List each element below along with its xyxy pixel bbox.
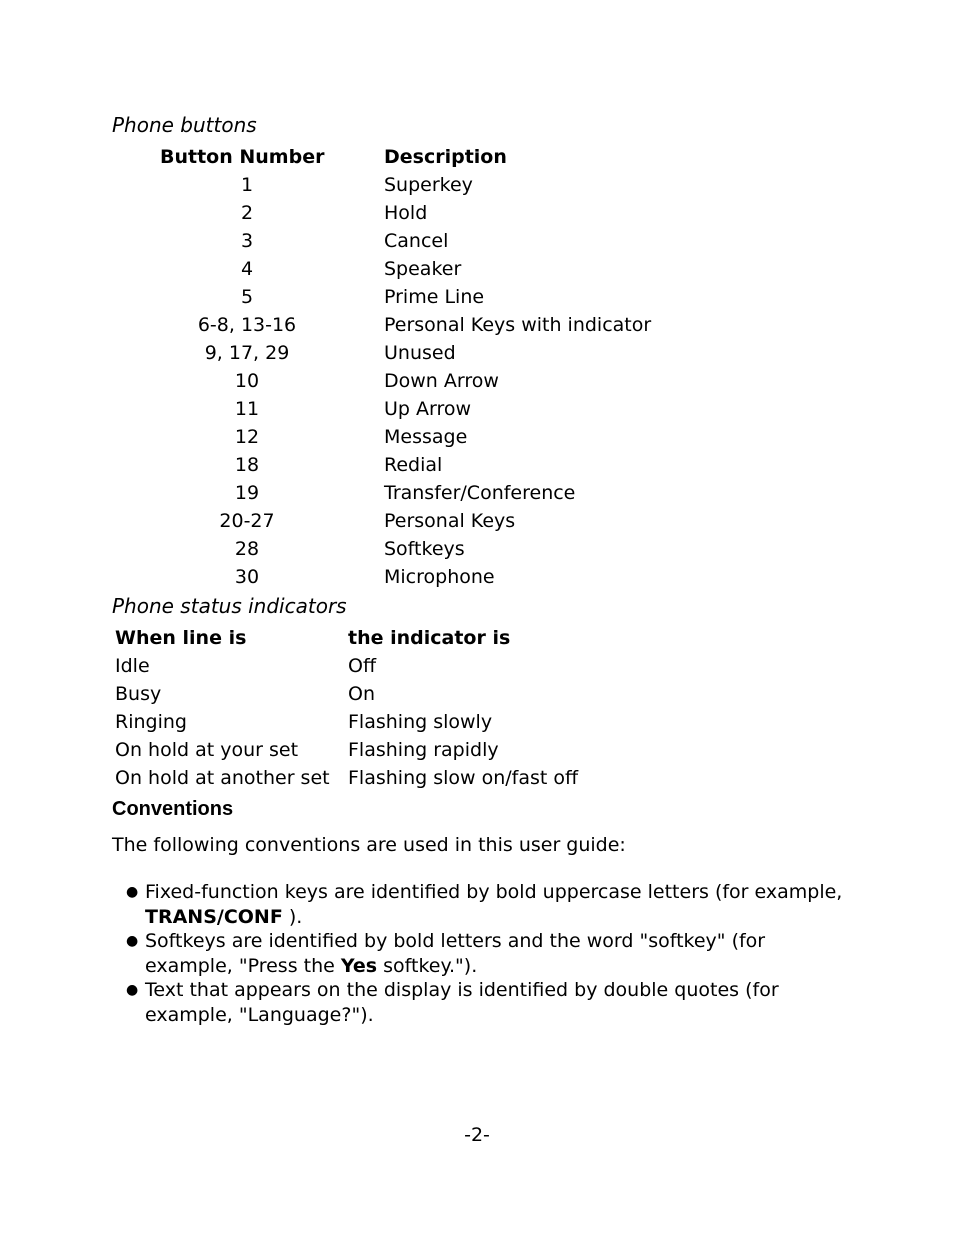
button-number-cell: 2 xyxy=(240,202,254,224)
button-description-cell: Message xyxy=(384,426,468,448)
button-description-cell: Cancel xyxy=(384,230,449,252)
table-row xyxy=(160,283,651,311)
table-header-row xyxy=(160,143,651,171)
column-header-indicator: the indicator is xyxy=(348,627,511,649)
table-header-row xyxy=(115,624,578,652)
list-item xyxy=(126,929,856,978)
button-number-cell: 11 xyxy=(234,398,260,420)
table-row xyxy=(115,736,578,764)
table-row xyxy=(160,479,651,507)
table-row xyxy=(160,255,651,283)
table-row xyxy=(160,339,651,367)
button-description-cell: Transfer/Conference xyxy=(384,482,576,504)
button-description-cell: Personal Keys with indicator xyxy=(384,314,652,336)
button-number-cell: 1 xyxy=(240,174,254,196)
item-bold-text: Yes xyxy=(340,954,378,977)
indicator-state-cell: On xyxy=(348,683,375,705)
indicator-state-cell: Off xyxy=(348,655,377,677)
item-text-after: softkey."). xyxy=(377,954,478,977)
button-description-cell: Speaker xyxy=(384,258,462,280)
indicator-state-cell: Flashing slowly xyxy=(348,711,493,733)
list-item xyxy=(126,880,856,929)
conventions-heading: Conventions xyxy=(112,798,234,820)
button-number-cell: 3 xyxy=(240,230,254,252)
table-row xyxy=(115,764,578,792)
button-description-cell: Redial xyxy=(384,454,443,476)
button-number-cell: 20-27 xyxy=(219,510,275,532)
line-state-cell: Idle xyxy=(115,655,150,677)
table-row xyxy=(160,171,651,199)
button-number-cell: 18 xyxy=(234,454,260,476)
line-state-cell: Busy xyxy=(115,683,162,705)
button-number-cell: 9, 17, 29 xyxy=(204,342,290,364)
conventions-list xyxy=(126,880,856,1027)
button-number-cell: 19 xyxy=(234,482,260,504)
button-description-cell: Hold xyxy=(384,202,428,224)
button-number-cell: 4 xyxy=(240,258,254,280)
phone-buttons-table xyxy=(160,143,651,591)
button-description-cell: Up Arrow xyxy=(384,398,472,420)
table-row xyxy=(160,563,651,591)
table-row xyxy=(160,423,651,451)
table-row xyxy=(115,708,578,736)
list-item xyxy=(126,978,856,1027)
button-number-cell: 10 xyxy=(234,370,260,392)
table-row xyxy=(160,311,651,339)
button-description-cell: Unused xyxy=(384,342,456,364)
button-description-cell: Down Arrow xyxy=(384,370,499,392)
table-row xyxy=(160,227,651,255)
table-row xyxy=(160,395,651,423)
button-number-cell: 12 xyxy=(234,426,260,448)
table-row xyxy=(115,680,578,708)
button-description-cell: Superkey xyxy=(384,174,473,196)
button-description-cell: Prime Line xyxy=(384,286,485,308)
status-indicators-table xyxy=(115,624,578,792)
bullet-icon: ● xyxy=(126,933,139,949)
conventions-intro: The following conventions are used in this user guide: xyxy=(112,834,626,856)
button-description-cell: Softkeys xyxy=(384,538,465,560)
page-number: -2- xyxy=(464,1124,490,1146)
line-state-cell: On hold at your set xyxy=(115,739,299,761)
table-row xyxy=(160,199,651,227)
table-row xyxy=(160,367,651,395)
button-number-cell: 28 xyxy=(234,538,260,560)
button-number-cell: 5 xyxy=(240,286,254,308)
indicator-state-cell: Flashing rapidly xyxy=(348,739,499,761)
table-row xyxy=(160,451,651,479)
column-header-button-number: Button Number xyxy=(160,146,325,168)
item-bold-text: TRANS/CONF xyxy=(145,905,283,928)
button-number-cell: 6-8, 13-16 xyxy=(197,314,297,336)
line-state-cell: Ringing xyxy=(115,711,187,733)
phone-buttons-title: Phone buttons xyxy=(112,113,257,137)
bullet-icon: ● xyxy=(126,982,139,998)
button-number-cell: 30 xyxy=(234,566,260,588)
line-state-cell: On hold at another set xyxy=(115,767,330,789)
table-row xyxy=(160,535,651,563)
item-text-after: ). xyxy=(282,905,303,928)
indicator-state-cell: Flashing slow on/fast off xyxy=(348,767,579,789)
column-header-when-line-is: When line is xyxy=(115,627,247,649)
bullet-icon: ● xyxy=(126,884,139,900)
item-text: Softkeys are identified by bold letters and the word "softkey" (for example, "Press the xyxy=(145,930,766,977)
button-description-cell: Personal Keys xyxy=(384,510,516,532)
item-text: Text that appears on the display is identified by double quotes (for example, "Language?"). xyxy=(145,979,779,1026)
phone-status-indicators-title: Phone status indicators xyxy=(112,594,347,618)
item-text: Fixed-function keys are identified by bold uppercase letters (for example, xyxy=(145,881,843,903)
table-row xyxy=(160,507,651,535)
column-header-description: Description xyxy=(384,146,507,168)
table-row xyxy=(115,652,578,680)
button-description-cell: Microphone xyxy=(384,566,495,588)
